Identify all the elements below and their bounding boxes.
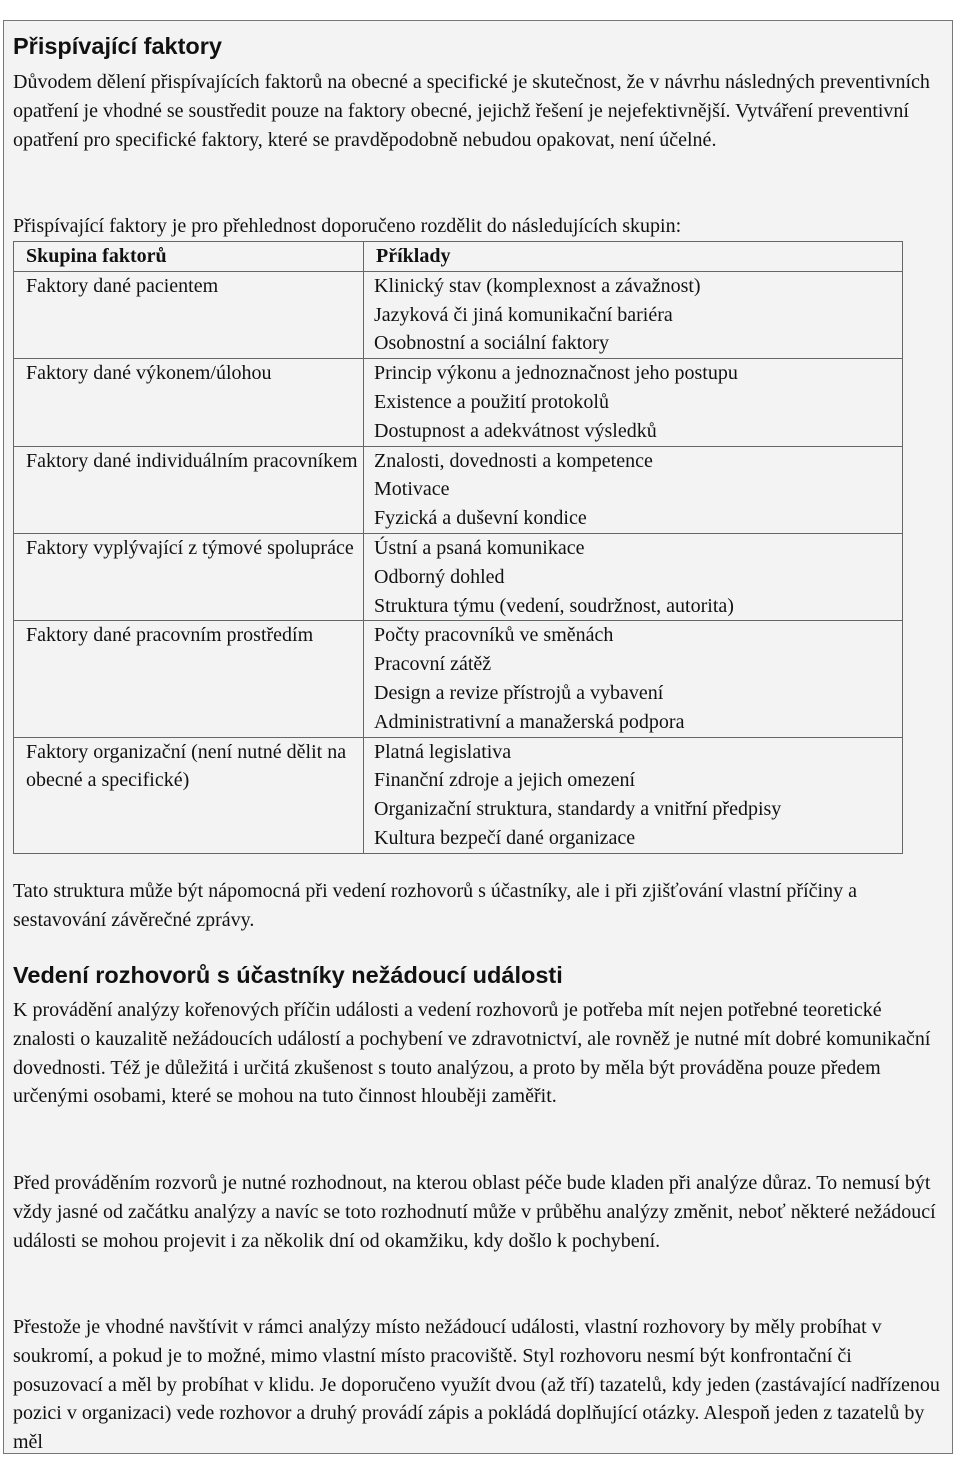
table-row (14, 359, 903, 446)
factor-example: Kultura bezpečí dané organizace (374, 826, 636, 849)
factor-example: Struktura týmu (vedení, soudržnost, autorita) (374, 594, 734, 617)
factor-example: Osobnostní a sociální faktory (374, 332, 609, 355)
factor-example: Pracovní zátěž (374, 653, 492, 676)
table-header-group: Skupina faktorů (14, 242, 364, 272)
factors-table (13, 241, 903, 854)
factor-group-cell: Faktory dané pacientem (14, 271, 364, 358)
section-heading-interviews: Vedení rozhovorů s účastníky nežádoucí události (13, 962, 563, 988)
factor-example: Organizační struktura, standardy a vnitřní předpisy (374, 798, 782, 821)
factor-example: Fyzická a duševní kondice (374, 507, 587, 530)
factor-group-cell: Faktory dané výkonem/úlohou (14, 359, 364, 446)
factor-example: Administrativní a manažerská podpora (374, 710, 685, 733)
table-row (14, 446, 903, 533)
section-heading-contributing-factors: Přispívající faktory (13, 33, 222, 59)
factor-example: Odborný dohled (374, 565, 505, 588)
factor-example: Jazyková či jiná komunikační bariéra (374, 303, 673, 326)
factor-group-cell: Faktory dané individuálním pracovníkem (14, 446, 364, 533)
table-row (14, 271, 903, 358)
factor-examples-cell (364, 533, 903, 620)
factor-example: Platná legislativa (374, 740, 512, 763)
factor-example: Klinický stav (komplexnost a závažnost) (374, 274, 701, 297)
table-header-row (14, 242, 903, 272)
factor-example: Existence a použití protokolů (374, 390, 609, 413)
factor-example: Princip výkonu a jednoznačnost jeho postupu (374, 362, 738, 385)
paragraph-interviews-1: K provádění analýzy kořenových příčin události a vedení rozhovorů je potřeba mít nejen potřebné teoretické znalosti o kauzalitě nežádoucích událostí a pochybení ve zdravotnictví, ale rovněž je nutné mít dobré komunikační dovednosti. Též je důležitá i určitá zkušenost s touto analýzou, a proto by měla být prováděna pouze předem určenými osobami, které se mohou na tuto činnost hlouběji zaměřit. (13, 999, 931, 1108)
table-row (14, 533, 903, 620)
factor-examples-cell (364, 359, 903, 446)
table-header-examples: Příklady (364, 242, 903, 272)
factor-group-cell: Faktory organizační (není nutné dělit na obecné a specifické) (14, 737, 364, 853)
paragraph-structure-note: Tato struktura může být nápomocná při vedení rozhovorů s účastníky, ale i při zjišťování vlastní příčiny a sestavování závěrečné zprávy. (13, 880, 857, 931)
paragraph-intro: Důvodem dělení přispívajících faktorů na obecné a specifické je skutečnost, že v návrhu následných preventivních opatření je vhodné se soustředit pouze na faktory obecné, jejichž řešení je nejefektivnější. Vytváření preventivní opatření pro specifické faktory, které se pravděpodobně nebudou opakovat, není účelné. (13, 71, 930, 151)
factor-examples-cell (364, 737, 903, 853)
paragraph-table-lead: Přispívající faktory je pro přehlednost doporučeno rozdělit do následujících skupin: (13, 215, 682, 237)
table-row (14, 737, 903, 853)
table-row (14, 621, 903, 737)
factor-examples-cell (364, 446, 903, 533)
factor-example: Design a revize přístrojů a vybavení (374, 681, 664, 704)
factor-example: Dostupnost a adekvátnost výsledků (374, 419, 657, 442)
factor-group-cell: Faktory vyplývající z týmové spolupráce (14, 533, 364, 620)
factor-example: Znalosti, dovednosti a kompetence (374, 449, 653, 472)
document-frame (3, 20, 953, 1454)
paragraph-interviews-2: Před prováděním rozvorů je nutné rozhodnout, na kterou oblast péče bude kladen při analýze důraz. To nemusí být vždy jasné od začátku analýzy a navíc se toto rozhodnutí může v průběhu analýzy změnit, neboť některé nežádoucí události se mohou projevit i za několik dní od okamžiku, kdy došlo k pochybení. (13, 1172, 936, 1252)
factor-group-cell: Faktory dané pracovním prostředím (14, 621, 364, 737)
factor-examples-cell (364, 621, 903, 737)
factor-example: Finanční zdroje a jejich omezení (374, 769, 636, 792)
paragraph-interviews-3: Přestože je vhodné navštívit v rámci analýzy místo nežádoucí události, vlastní rozhovory by měly probíhat v soukromí, a pokud je to možné, mimo vlastní místo pracoviště. Styl rozhovoru nesmí být konfrontační či posuzovací a měl by probíhat v klidu. Je doporučeno využít dvou (až tří) tazatelů, kdy jeden (zastávající nadřízenou pozici v organizaci) vede rozhovor a druhý provádí zápis a pokládá doplňující otázky. Alespoň jeden z tazatelů by měl (13, 1316, 940, 1454)
factor-examples-cell (364, 271, 903, 358)
factor-example: Počty pracovníků ve směnách (374, 624, 614, 647)
factor-example: Motivace (374, 478, 450, 501)
factor-example: Ústní a psaná komunikace (374, 536, 585, 559)
